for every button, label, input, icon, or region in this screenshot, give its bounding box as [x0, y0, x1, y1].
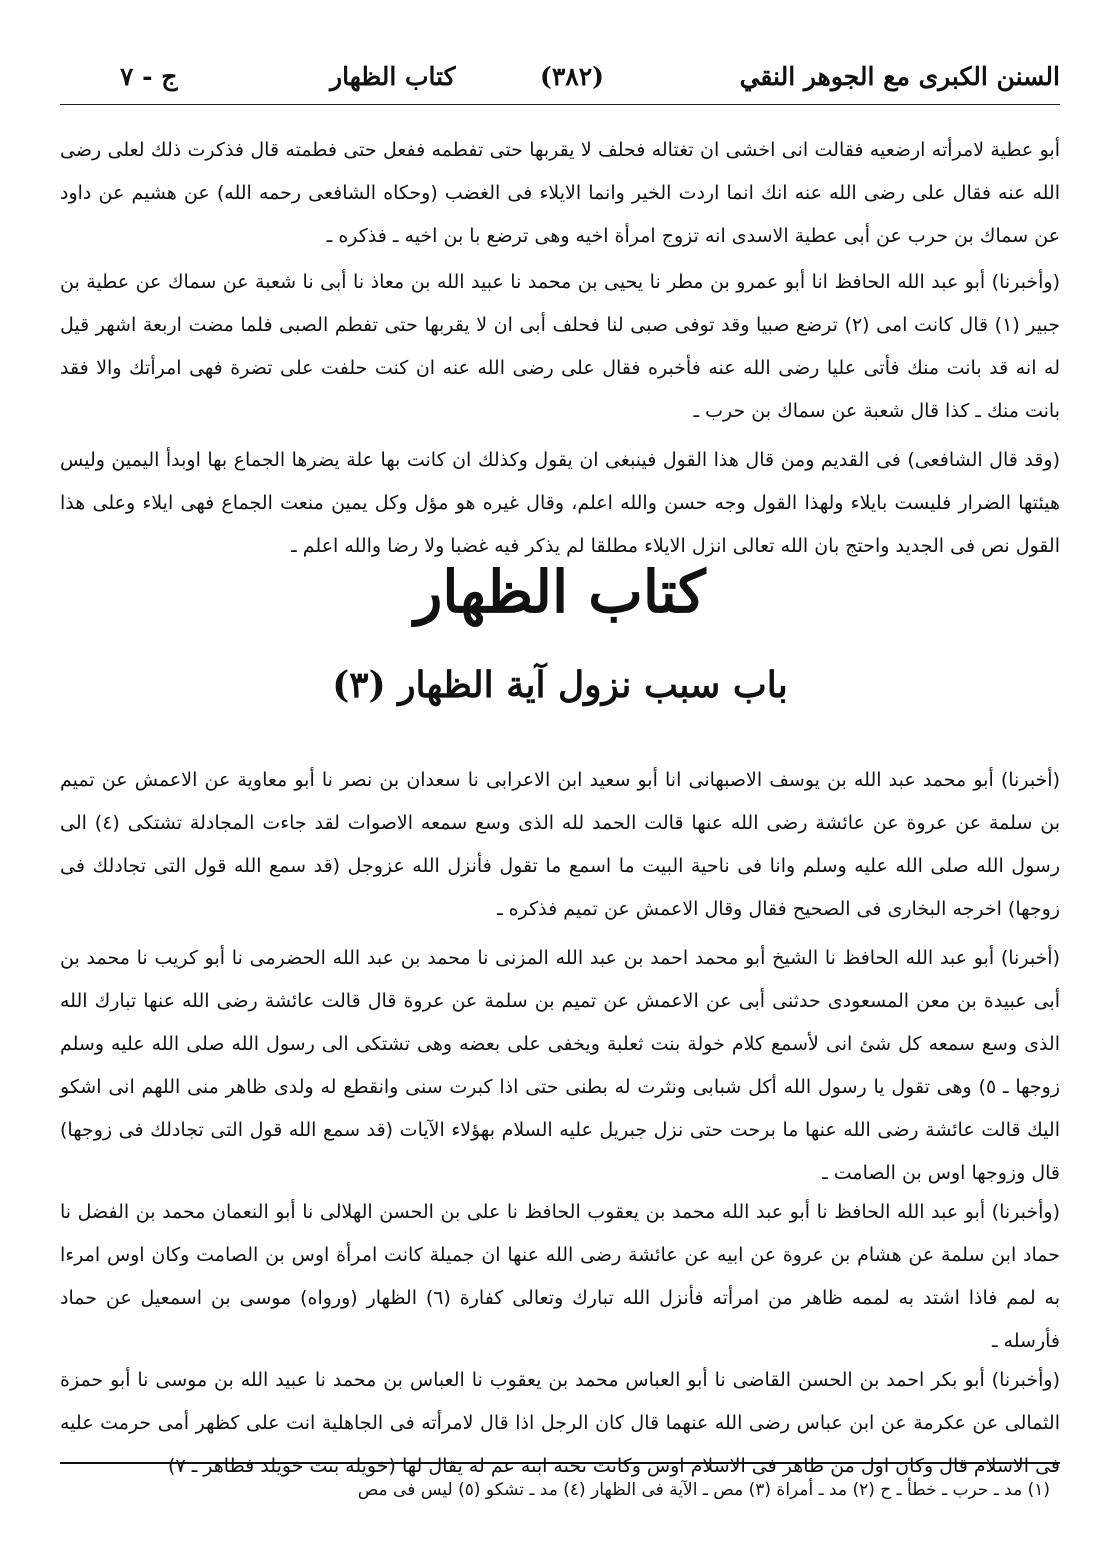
page-header — [60, 62, 1060, 102]
page-number: (٣٨٢) — [540, 62, 604, 91]
paragraph: (أخبرنا) أبو محمد عبد الله بن يوسف الاصبهانى انا أبو سعيد ابن الاعرابى نا سعدان بن نصر نا أبو معاوية عن الاعمش عن تميم بن سلمة عن عروة عن عائشة رضى الله عنها قالت الحمد لله الذى وسع سمعه الاصوات لقد جاءت المجادلة تشتكى (٤) الى رسول الله صلى الله عليه وسلم وانا فى ناحية البيت ما اسمع ما تقول فأنزل الله عزوجل (قد سمع الله قول التى تجادلك فى زوجها) اخرجه البخارى فى الصحيح فقال وقال الاعمش عن تميم فذكره ـ — [60, 769, 1061, 920]
chapter-heading: باب سبب نزول آية الظهار (٣) — [332, 664, 788, 706]
running-book-title: السنن الكبرى مع الجوهر النقي — [739, 62, 1060, 91]
book-section-title: كتاب الظهار — [414, 558, 706, 626]
footnote-divider — [60, 1462, 1060, 1464]
volume-number: ج - ٧ — [120, 62, 178, 91]
paragraph: (وأخبرنا) أبو بكر احمد بن الحسن القاضى نا أبو العباس محمد بن يعقوب نا العباس بن محمد نا عبيد الله بن موسى نا أبو حمزة الثمالى عن عكرمة عن ابن عباس رضى الله عنهما قال كان الرجل اذا قال لامرأته فى الجاهلية انت على كظهر أمى حرمت عليه فى الاسلام قال وكان اول من ظاهر فى الاسلام اوس وكانت تحته ابنة عم له يقال لها (خويلة بنت خويلد فظاهر ـ ٧) — [60, 1369, 1060, 1477]
paragraph: (وأخبرنا) أبو عبد الله الحافظ نا أبو عبد الله محمد بن يعقوب الحافظ نا على بن الحسن الهلالى نا أبو النعمان محمد بن الفضل نا حماد ابن سلمة عن هشام بن عروة عن ابيه عن عائشة رضى الله عنها ان جميلة كانت امرأة اوس بن الصامت وكان اوس امرءا به لمم فاذا اشتد به لممه ظاهر من امرأته فأنزل الله تبارك وتعالى كفارة (٦) الظهار (ورواه) موسى بن اسمعيل عن حماد فأرسله ـ — [60, 1201, 1060, 1352]
paragraph: أبو عطية لامرأته ارضعيه فقالت انى اخشى ان تغتاله فحلف لا يقربها حتى تفطمه ففعل حتى فطمته قال فذكرت ذلك لعلى رضى الله عنه فقال على رضى الله عنه انك انما اردت الخير وانما الايلاء فى الغضب (وحكاه الشافعى رحمه الله) عن هشيم عن داود عن سماك بن حرب عن أبى عطية الاسدى انه تزوج امرأة اخيه وهى ترضع با بن اخيه ـ فذكره ـ — [60, 139, 1060, 247]
footnotes: (١) مد ـ حرب ـ خطأ ـ ح (٢) مد ـ أمراة (٣) مص ـ الآية فى الظهار (٤) مد ـ تشكو (٥) ليس فى مص — [357, 1480, 1050, 1500]
running-chapter-title: كتاب الظهار — [330, 62, 456, 91]
book-page — [60, 0, 1060, 1541]
paragraph: (وأخبرنا) أبو عبد الله الحافظ انا أبو عمرو بن مطر نا يحيى بن محمد نا عبيد الله بن معاذ نا أبى نا شعبة عن سماك عن عطية بن جبير (١) قال كانت امى (٢) ترضع صبيا وقد توفى صبى لنا فحلف أبى ان لا يقربها حتى تفطم الصبى فلما مضت اربعة اشهر قيل له انه قد بانت منك فأتى عليا رضى الله عنه فأخبره فقال على رضى الله عنه ان كنت حلفت على تضرة فهى امرأتك والا فقد بانت منك ـ كذا قال شعبة عن سماك بن حرب ـ — [60, 271, 1061, 422]
header-divider — [60, 104, 1060, 105]
paragraph: (أخبرنا) أبو عبد الله الحافظ نا الشيخ أبو محمد احمد بن عبد الله المزنى نا محمد بن عبد الله الحضرمى نا أبو كريب نا محمد بن أبى عبيدة بن معن المسعودى حدثنى أبى عن الاعمش عن تميم بن سلمة عن عروة قال قالت عائشة رضى الله عنها تبارك الله الذى وسع سمعه كل شئ انى لأسمع كلام خولة بنت ثعلبة ويخفى على بعضه وهى تشتكى الى رسول الله صلى الله عليه وسلم زوجها ـ ٥) وهى تقول يا رسول الله أكل شبابى ونثرت له بطنى حتى اذا كبرت سنى وانقطع له ولدى ظاهر منى اللهم انى اشكو اليك قالت عائشة رضى الله عنها ما برحت حتى نزل جبريل عليه السلام بهؤلاء الآيات (قد سمع الله قول التى تجادلك فى زوجها) قال وزوجها اوس بن الصامت ـ — [60, 947, 1060, 1184]
paragraph: (وقد قال الشافعى) فى القديم ومن قال هذا القول فينبغى ان يقول وكذلك ان كانت بها علة يضرها الجماع بها اوبدأ اليمين وليس هيئتها الضرار فليست بايلاء ولهذا القول وجه حسن والله اعلم، وقال غيره هو مؤل وكل يمين منعت الجماع فهى ايلاء وعلى هذا القول نص فى الجديد واحتج بان الله تعالى انزل الايلاء مطلقا لم يذكر فيه غضبا ولا رضا والله اعلم ـ — [60, 449, 1060, 557]
